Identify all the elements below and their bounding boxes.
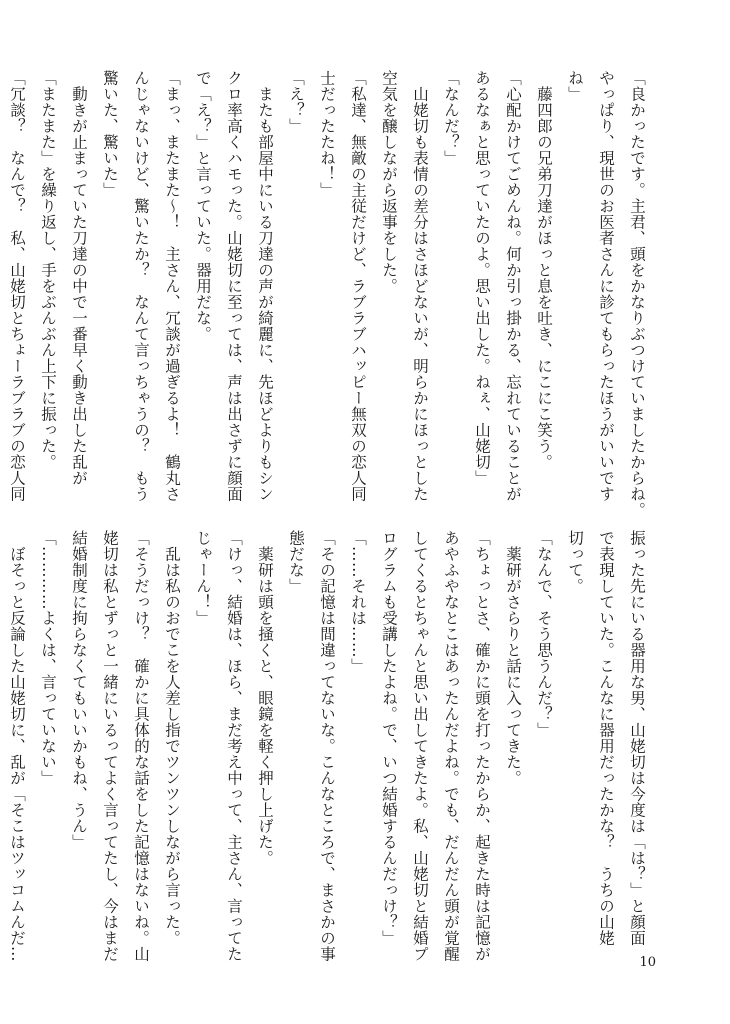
- text-line: 「またまた」を繰り返し、手をぶんぶん上下に振った。: [39, 70, 57, 470]
- text-line: ね」: [566, 70, 584, 102]
- text-line: クロ率高くハモった。山姥切に至っては、声は出さずに顔面: [225, 70, 243, 502]
- page-number: 10: [639, 955, 656, 970]
- text-line: ログラムも受講したよね。で、いつ結婚するんだっけ？」: [380, 530, 398, 946]
- text-line: 藤四郎の兄弟刀達がほっと息を吐き、にこにこ笑う。: [535, 70, 553, 470]
- text-line: 「けっ、結婚は、ほら、まだ考え中って、主さん、言ってた: [225, 530, 243, 962]
- text-line: で表現していた。こんなに器用だったかな？ うちの山姥: [597, 530, 615, 946]
- text-line: 「まっ、またまた～！ 主さん、冗談が過ぎるよ！ 鶴丸さ: [163, 70, 181, 502]
- text-line: またも部屋中にいる刀達の声が綺麗に、先ほどよりもシン: [256, 70, 274, 502]
- text-line: 切って。: [566, 530, 584, 594]
- text-line: 「冗談？ なんで？ 私、山姥切とちょーラブラブの恋人同: [8, 70, 26, 502]
- text-line: 薬研は頭を掻くと、眼鏡を軽く押し上げた。: [256, 530, 274, 866]
- text-line: じゃーん！」: [194, 530, 212, 626]
- text-line: 「私達、無敵の主従だけど、ラブラブハッピー無双の恋人同: [349, 70, 367, 502]
- text-line: 振った先にいる器用な男、山姥切は今度は「は？」と顔面: [628, 530, 646, 946]
- text-column-upper: [8, 70, 652, 518]
- text-line: ぼそっと反論した山姥切に、乱が「そこはツッコムんだ…: [8, 530, 26, 962]
- text-line: 乱は私のおでこを人差し指でツンツンしながら言った。: [163, 530, 181, 946]
- text-line: 「心配かけてごめんね。何か引っ掛かる、忘れていることが: [504, 70, 522, 502]
- text-line: 士だったたね！」: [318, 70, 336, 198]
- text-line: 薬研がさらりと話に入ってきた。: [504, 530, 522, 786]
- text-line: 驚いた、驚いた」: [101, 70, 119, 198]
- text-line: 動きが止まっていた刀達の中で一番早く動き出した乱が: [70, 70, 88, 486]
- text-line: 「ちょっとさ、確かに頭を打ったからか、起きた時は記憶が: [473, 530, 491, 962]
- text-line: 態だな」: [287, 530, 305, 594]
- text-line: 姥切は私とずっと一緒にいるってよく言ってたし、今はまだ: [101, 530, 119, 962]
- text-line: あるなぁと思っていたのよ。思い出した。ねぇ、山姥切」: [473, 70, 491, 486]
- text-line: 「…………よくは、言っていない」: [39, 530, 57, 786]
- text-line: 「なんで、そう思うんだ？」: [535, 530, 553, 738]
- text-line: 「え？」: [287, 70, 305, 134]
- text-line: 結婚制度に拘らなくてもいいかもね、うん」: [70, 530, 88, 850]
- text-line: してくるとちゃんと思い出してきたよ。私、山姥切と結婚プ: [411, 530, 429, 962]
- text-line: 「なんだ？」: [442, 70, 460, 166]
- text-line: 「良かったです。主君、頭をかなりぶつけていましたからね。: [628, 70, 646, 518]
- text-line: 「そうだっけ？ 確かに具体的な話をした記憶はないね。山: [132, 530, 150, 962]
- text-line: 山姥切も表情の差分はさほどないが、明らかにほっとした: [411, 70, 429, 502]
- text-column-lower: [8, 530, 652, 968]
- text-line: やっぱり、現世のお医者さんに診てもらったほうがいいです: [597, 70, 615, 502]
- text-line: で「え？」と言っていた。器用だな。: [194, 70, 212, 342]
- text-line: んじゃないけど、驚いたか？ なんて言っちゃうの？ もう: [132, 70, 150, 502]
- text-line: あやふやなとこはあったんだよね。でも、だんだん頭が覚醒: [442, 530, 460, 962]
- text-line: 「その記憶は間違ってないな。こんなところで、まさかの事: [318, 530, 336, 962]
- text-line: 空気を醸しながら返事をした。: [380, 70, 398, 294]
- text-line: 「……それは……」: [349, 530, 367, 674]
